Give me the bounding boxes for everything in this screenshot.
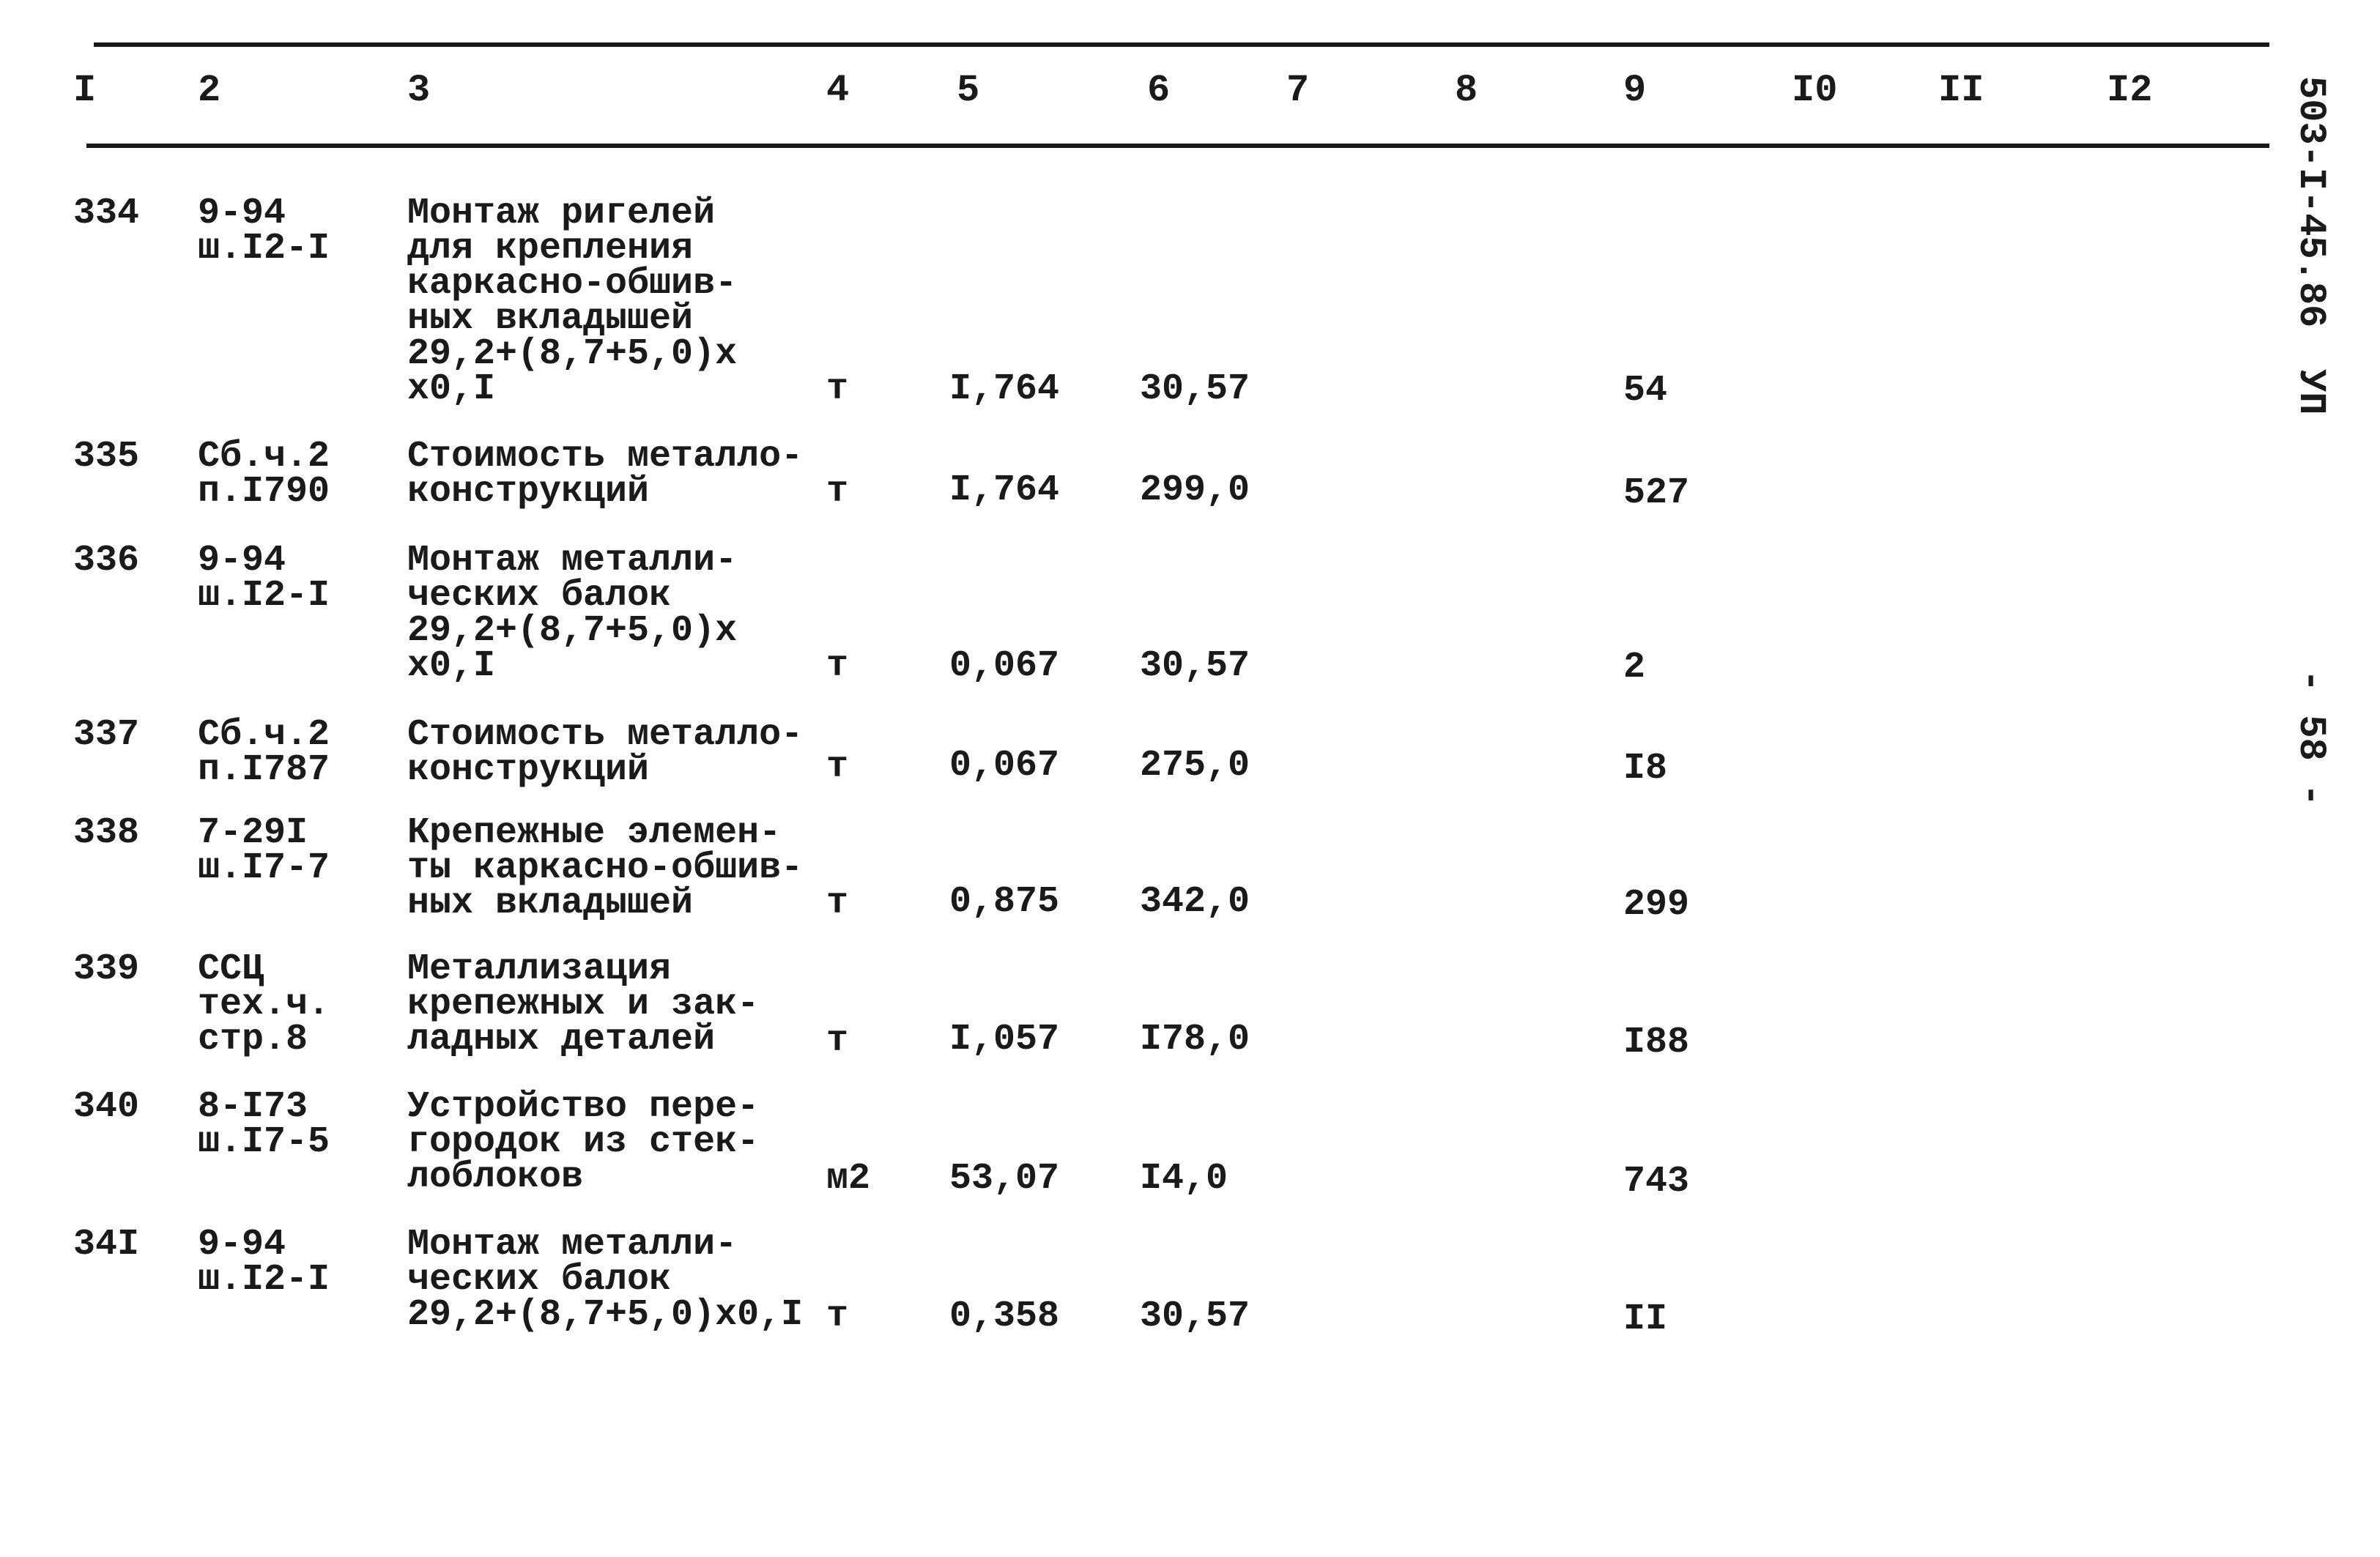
total-cost: 54 xyxy=(1623,370,1668,412)
unit: т xyxy=(826,1020,849,1062)
work-description: Монтаж металли- ческих балок 29,2+(8,7+5,0)x0,I xyxy=(407,1224,804,1336)
rate-code: 9-94 ш.I2-I xyxy=(198,193,330,270)
unit-price: 342,0 xyxy=(1140,881,1250,923)
document-code: 503-I-45.86 xyxy=(2289,76,2332,328)
total-cost: I8 xyxy=(1623,748,1668,789)
quantity: I,057 xyxy=(949,1019,1060,1060)
total-cost: I88 xyxy=(1623,1022,1690,1063)
row-number: 34I xyxy=(73,1224,140,1266)
quantity: I,764 xyxy=(949,368,1060,410)
total-cost: 743 xyxy=(1623,1161,1690,1203)
unit-price: 275,0 xyxy=(1140,745,1250,787)
total-cost: II xyxy=(1623,1298,1668,1340)
quantity: 0,358 xyxy=(949,1296,1060,1337)
row-number: 336 xyxy=(73,540,140,581)
unit: т xyxy=(826,1296,849,1337)
unit-price: 30,57 xyxy=(1140,368,1250,410)
column-number: II xyxy=(1938,69,1984,112)
row-number: 337 xyxy=(73,714,140,756)
work-description: Стоимость металло- конструкций xyxy=(407,714,804,791)
unit-price: 30,57 xyxy=(1140,1296,1250,1337)
rate-code: 9-94 ш.I2-I xyxy=(198,1224,330,1301)
quantity: 53,07 xyxy=(949,1158,1060,1200)
work-description: Крепежные элемен- ты каркасно-обшив- ных вкладышей xyxy=(407,812,804,924)
column-number: 3 xyxy=(407,69,431,112)
row-number: 335 xyxy=(73,436,140,477)
rate-code: Сб.ч.2 п.I790 xyxy=(198,436,330,513)
quantity: 0,067 xyxy=(949,745,1060,787)
column-number: I xyxy=(73,69,97,112)
work-description: Монтаж металли- ческих балок 29,2+(8,7+5,0)x x0,I xyxy=(407,540,738,687)
unit: т xyxy=(826,746,849,788)
quantity: I,764 xyxy=(949,469,1060,511)
unit-price: I4,0 xyxy=(1140,1158,1228,1200)
rate-code: 9-94 ш.I2-I xyxy=(198,540,330,617)
column-number: 8 xyxy=(1455,69,1478,112)
work-description: Монтаж ригелей для крепления каркасно-обшив- ных вкладышей 29,2+(8,7+5,0)x x0,I xyxy=(407,193,738,410)
total-cost: 527 xyxy=(1623,472,1690,514)
work-description: Стоимость металло- конструкций xyxy=(407,436,804,513)
section-mark: УП xyxy=(2289,369,2332,415)
rate-code: ССЦ тех.ч. стр.8 xyxy=(198,948,330,1060)
row-number: 334 xyxy=(73,193,140,234)
row-number: 340 xyxy=(73,1086,140,1128)
total-cost: 2 xyxy=(1623,647,1646,688)
column-number: 7 xyxy=(1286,69,1310,112)
unit: т xyxy=(826,368,849,410)
column-number: 9 xyxy=(1623,69,1647,112)
rate-code: 8-I73 ш.I7-5 xyxy=(198,1086,330,1163)
column-number: 5 xyxy=(957,69,980,112)
quantity: 0,875 xyxy=(949,881,1060,923)
row-number: 339 xyxy=(73,948,140,990)
total-cost: 299 xyxy=(1623,884,1690,926)
rate-code: 7-29I ш.I7-7 xyxy=(198,812,330,889)
work-description: Металлизация крепежных и зак- ладных деталей xyxy=(407,948,760,1060)
column-number: 6 xyxy=(1147,69,1171,112)
unit: м2 xyxy=(826,1158,871,1200)
unit-price: 30,57 xyxy=(1140,645,1250,687)
column-number: I2 xyxy=(2107,69,2153,112)
work-description: Устройство пере- городок из стек- лоблоков xyxy=(407,1086,760,1198)
unit: т xyxy=(826,882,849,924)
column-number: I0 xyxy=(1792,69,1838,112)
page-number: - 58 - xyxy=(2289,669,2332,807)
unit: т xyxy=(826,645,849,687)
column-number: 2 xyxy=(198,69,221,112)
unit-price: I78,0 xyxy=(1140,1019,1250,1060)
quantity: 0,067 xyxy=(949,645,1060,687)
column-number: 4 xyxy=(826,69,850,112)
row-number: 338 xyxy=(73,812,140,854)
unit-price: 299,0 xyxy=(1140,469,1250,511)
rate-code: Сб.ч.2 п.I787 xyxy=(198,714,330,791)
unit: т xyxy=(826,471,849,513)
